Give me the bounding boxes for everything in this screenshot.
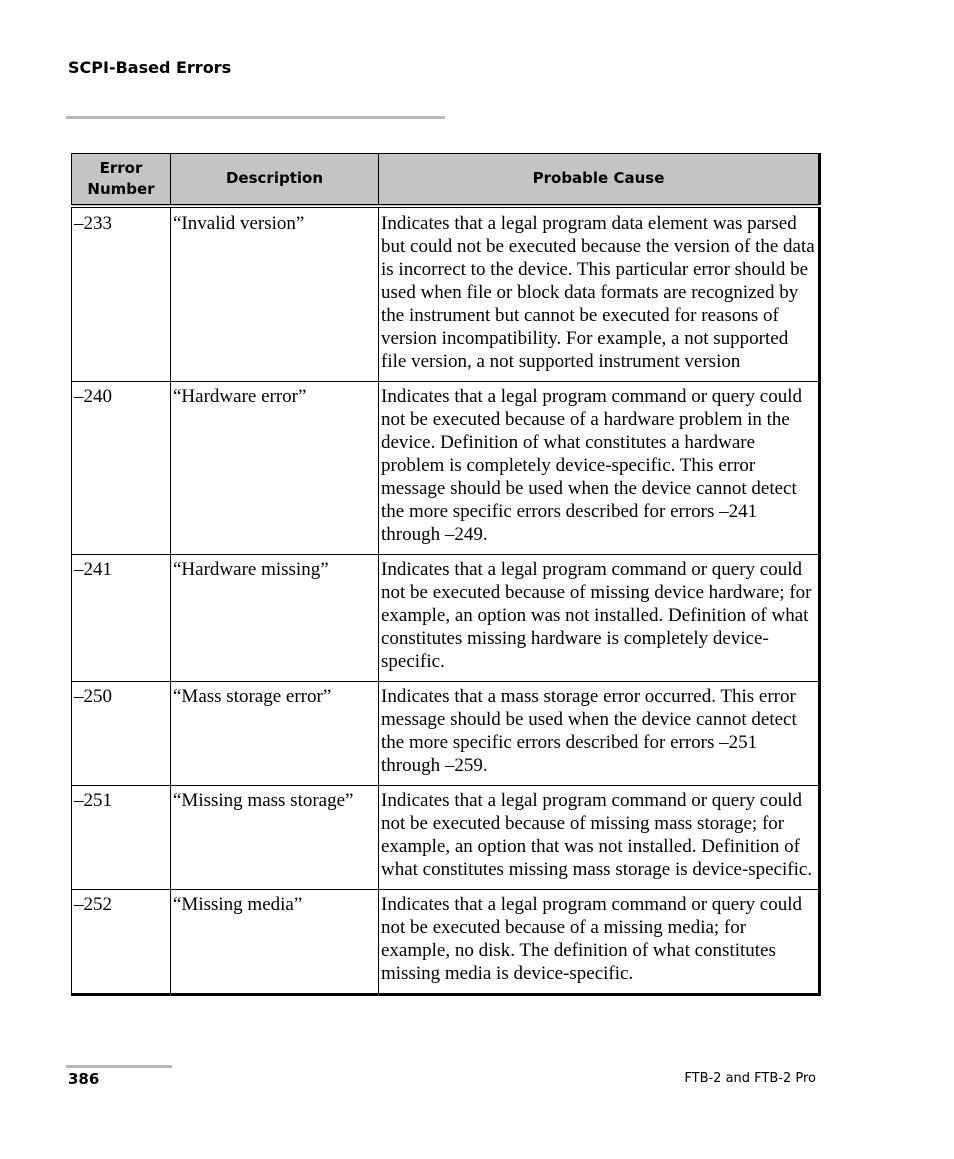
probable-cause-cell: Indicates that a legal program command or query could not be executed because of missing mass storage; for example, an option that was not installed. Definition of what constitutes missing mass storage is device-specific. <box>379 785 820 889</box>
probable-cause-cell: Indicates that a legal program command or query could not be executed because of a hardware problem in the device. Definition of what constitutes a hardware problem is completely device-specific. This error message should be used when the device cannot detect the more specific errors described for errors –241 through –249. <box>379 381 820 554</box>
page-number: 386 <box>68 1070 100 1088</box>
table-header-row <box>72 154 820 206</box>
footer-rule <box>66 1065 172 1068</box>
table-row <box>72 785 820 889</box>
description-cell: “Hardware error” <box>171 381 379 554</box>
description-cell: “Missing mass storage” <box>171 785 379 889</box>
section-title: SCPI-Based Errors <box>68 58 232 77</box>
error-number-cell: –240 <box>72 381 171 554</box>
description-cell: “Mass storage error” <box>171 681 379 785</box>
column-header-description: Description <box>171 154 379 206</box>
probable-cause-cell: Indicates that a legal program command or query could not be executed because of missing device hardware; for example, an option was not installed. Definition of what constitutes missing hardware is completely device-specific. <box>379 554 820 681</box>
error-table <box>71 153 821 996</box>
error-number-cell: –251 <box>72 785 171 889</box>
error-number-cell: –252 <box>72 889 171 994</box>
column-header-error-number: Error Number <box>72 154 171 206</box>
error-number-cell: –250 <box>72 681 171 785</box>
error-number-cell: –241 <box>72 554 171 681</box>
table-row <box>72 554 820 681</box>
table-row <box>72 381 820 554</box>
table-row <box>72 681 820 785</box>
description-cell: “Hardware missing” <box>171 554 379 681</box>
table-row <box>72 889 820 994</box>
column-header-probable-cause: Probable Cause <box>379 154 820 206</box>
document-name: FTB-2 and FTB-2 Pro <box>684 1071 816 1086</box>
table-row <box>72 206 820 382</box>
probable-cause-cell: Indicates that a mass storage error occurred. This error message should be used when the device cannot detect the more specific errors described for errors –251 through –259. <box>379 681 820 785</box>
description-cell: “Invalid version” <box>171 206 379 382</box>
description-cell: “Missing media” <box>171 889 379 994</box>
title-rule <box>66 116 445 119</box>
probable-cause-cell: Indicates that a legal program command or query could not be executed because of a missing media; for example, no disk. The definition of what constitutes missing media is device-specific. <box>379 889 820 994</box>
error-number-cell: –233 <box>72 206 171 382</box>
probable-cause-cell: Indicates that a legal program data element was parsed but could not be executed because the version of the data is incorrect to the device. This particular error should be used when file or block data formats are recognized by the instrument but cannot be executed for reasons of version incompatibility. For example, a not supported file version, a not supported instrument version <box>379 206 820 382</box>
